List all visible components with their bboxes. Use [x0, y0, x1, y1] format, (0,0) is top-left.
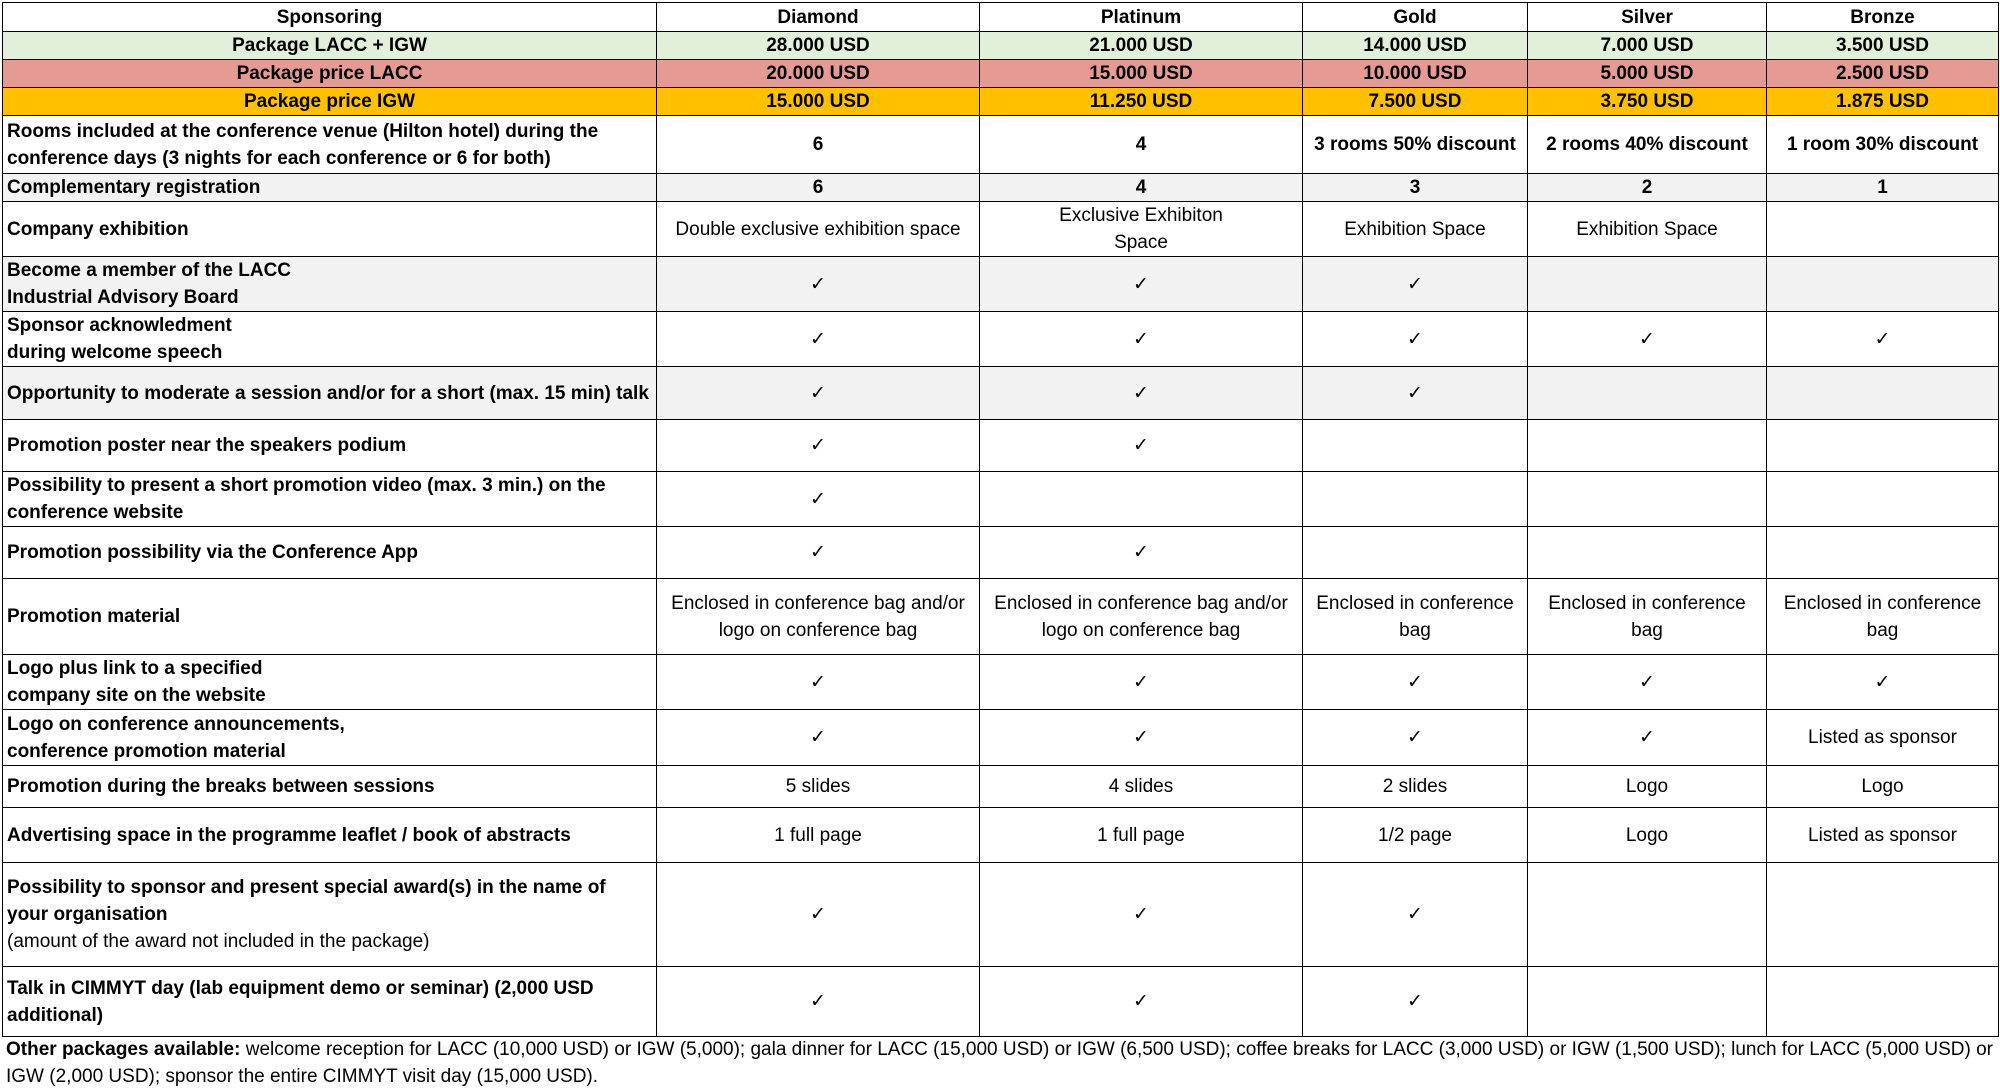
check-icon: ✓: [980, 420, 1303, 472]
benefit-value: [1767, 367, 1999, 420]
check-icon: ✓: [980, 257, 1303, 312]
check-icon: ✓: [1303, 367, 1528, 420]
benefit-value: Exhibition Space: [1303, 202, 1528, 257]
benefit-row-app: [3, 527, 1999, 579]
benefit-value: [1767, 472, 1999, 527]
benefit-label: Rooms included at the conference venue (Hilton hotel) during the conference days (3 nights for each conference or 6 for both): [3, 116, 657, 174]
benefit-row-moderate: [3, 367, 1999, 420]
benefit-label: Become a member of the LACC Industrial Advisory Board: [3, 257, 657, 312]
benefit-value: [1528, 257, 1767, 312]
benefit-value: [1528, 367, 1767, 420]
benefit-label: Possibility to sponsor and present special award(s) in the name of your organisation: [7, 877, 606, 925]
header-tier-silver: Silver: [1528, 3, 1767, 32]
benefit-row-promotion-material: [3, 579, 1999, 655]
check-icon: ✓: [657, 420, 980, 472]
benefit-value: [1528, 420, 1767, 472]
check-icon: ✓: [1528, 655, 1767, 710]
benefit-value: [1767, 257, 1999, 312]
check-icon: ✓: [1303, 710, 1528, 766]
benefit-value: 1/2 page: [1303, 808, 1528, 863]
benefit-label-note: (amount of the award not included in the package): [7, 931, 430, 952]
benefit-label: Promotion material: [3, 579, 657, 655]
benefit-label: Promotion poster near the speakers podium: [3, 420, 657, 472]
benefit-value: Logo: [1528, 808, 1767, 863]
price-cell: 11.250 USD: [980, 88, 1303, 116]
price-cell: 21.000 USD: [980, 32, 1303, 60]
benefit-row-logo-announcements: [3, 710, 1999, 766]
benefit-row-breaks: [3, 766, 1999, 808]
price-row-label: Package price LACC: [3, 60, 657, 88]
check-icon: ✓: [657, 863, 980, 967]
check-icon: ✓: [657, 655, 980, 710]
price-cell: 28.000 USD: [657, 32, 980, 60]
other-packages-note: [6, 1036, 1994, 1090]
benefit-row-poster: [3, 420, 1999, 472]
check-icon: ✓: [1303, 257, 1528, 312]
benefit-value: 2: [1528, 174, 1767, 202]
benefit-label: Promotion during the breaks between sessions: [3, 766, 657, 808]
check-icon: ✓: [1303, 312, 1528, 367]
benefit-label: Advertising space in the programme leaflet / book of abstracts: [3, 808, 657, 863]
benefit-value: 1 room 30% discount: [1767, 116, 1999, 174]
benefit-row-registration: [3, 174, 1999, 202]
check-icon: ✓: [1303, 967, 1528, 1037]
benefit-label: Talk in CIMMYT day (lab equipment demo or seminar) (2,000 USD additional): [3, 967, 657, 1037]
benefit-label: Company exhibition: [3, 202, 657, 257]
benefit-value: 1 full page: [980, 808, 1303, 863]
price-cell: 7.000 USD: [1528, 32, 1767, 60]
benefit-value: 2 rooms 40% discount: [1528, 116, 1767, 174]
benefit-row-video: [3, 472, 1999, 527]
header-tier-diamond: Diamond: [657, 3, 980, 32]
check-icon: ✓: [1303, 863, 1528, 967]
price-row-lacc: [3, 60, 1999, 88]
price-cell: 1.875 USD: [1767, 88, 1999, 116]
benefit-value: [1303, 472, 1528, 527]
benefit-value: [1303, 420, 1528, 472]
check-icon: ✓: [980, 710, 1303, 766]
benefit-row-rooms: [3, 116, 1999, 174]
price-cell: 5.000 USD: [1528, 60, 1767, 88]
benefit-row-acknowledgment: [3, 312, 1999, 367]
check-icon: ✓: [1767, 312, 1999, 367]
benefit-value: 4: [980, 174, 1303, 202]
price-cell: 2.500 USD: [1767, 60, 1999, 88]
benefit-label: Logo on conference announcements, conference promotion material: [3, 710, 657, 766]
benefit-row-cimmyt-talk: [3, 967, 1999, 1037]
price-row-label: Package LACC + IGW: [3, 32, 657, 60]
check-icon: ✓: [980, 312, 1303, 367]
sponsorship-table: [2, 2, 1999, 1037]
check-icon: ✓: [657, 472, 980, 527]
price-row-igw: [3, 88, 1999, 116]
benefit-value: [1528, 967, 1767, 1037]
benefit-value: 3: [1303, 174, 1528, 202]
benefit-value: 6: [657, 174, 980, 202]
benefit-label: Complementary registration: [3, 174, 657, 202]
check-icon: ✓: [657, 257, 980, 312]
benefit-value: 4 slides: [980, 766, 1303, 808]
check-icon: ✓: [980, 967, 1303, 1037]
check-icon: ✓: [657, 312, 980, 367]
benefit-value: [1528, 863, 1767, 967]
benefit-value: [1528, 527, 1767, 579]
header-tier-gold: Gold: [1303, 3, 1528, 32]
price-cell: 10.000 USD: [1303, 60, 1528, 88]
benefit-value: Enclosed in conference bag and/or logo on conference bag: [657, 579, 980, 655]
benefit-value: Logo: [1528, 766, 1767, 808]
benefit-value: Double exclusive exhibition space: [657, 202, 980, 257]
benefit-value: Exhibition Space: [1528, 202, 1767, 257]
benefit-label: Logo plus link to a specified company site on the website: [3, 655, 657, 710]
benefit-value: Listed as sponsor: [1767, 808, 1999, 863]
price-row-label: Package price IGW: [3, 88, 657, 116]
header-row: [3, 3, 1999, 32]
benefit-label: Opportunity to moderate a session and/or for a short (max. 15 min) talk: [3, 367, 657, 420]
benefit-value: 1 full page: [657, 808, 980, 863]
benefit-value: 4: [980, 116, 1303, 174]
benefit-label-cell: [3, 863, 657, 967]
benefit-value: 6: [657, 116, 980, 174]
benefit-value: 1: [1767, 174, 1999, 202]
benefit-value: Logo: [1767, 766, 1999, 808]
check-icon: ✓: [1767, 655, 1999, 710]
price-cell: 15.000 USD: [657, 88, 980, 116]
check-icon: ✓: [1528, 710, 1767, 766]
benefit-value: Enclosed in conference bag: [1528, 579, 1767, 655]
check-icon: ✓: [657, 710, 980, 766]
benefit-value: [1767, 527, 1999, 579]
benefit-value: [1303, 527, 1528, 579]
price-cell: 14.000 USD: [1303, 32, 1528, 60]
other-packages-text: welcome reception for LACC (10,000 USD) or IGW (5,000); gala dinner for LACC (15,000 USD) or IGW (6,500 USD); coffee breaks for LACC (3,000 USD) or IGW (1,500 USD); lunch for LACC (5,000 USD) or IGW (2,000 USD); sponsor the entire CIMMYT visit day (15,000 USD).: [6, 1039, 1993, 1087]
benefit-value: 2 slides: [1303, 766, 1528, 808]
check-icon: ✓: [980, 367, 1303, 420]
check-icon: ✓: [980, 863, 1303, 967]
benefit-value: 5 slides: [657, 766, 980, 808]
benefit-row-award: [3, 863, 1999, 967]
price-row-lacc-igw: [3, 32, 1999, 60]
benefit-value: [980, 472, 1303, 527]
price-cell: 15.000 USD: [980, 60, 1303, 88]
benefit-row-logo-link: [3, 655, 1999, 710]
benefit-value: [1767, 420, 1999, 472]
benefit-label: Sponsor acknowledment during welcome speech: [3, 312, 657, 367]
benefit-value: Exclusive Exhibiton Space: [980, 202, 1303, 257]
benefit-row-advertising: [3, 808, 1999, 863]
header-sponsoring: Sponsoring: [3, 3, 657, 32]
check-icon: ✓: [657, 527, 980, 579]
benefit-value: Enclosed in conference bag: [1767, 579, 1999, 655]
benefit-label: Promotion possibility via the Conference App: [3, 527, 657, 579]
price-cell: 3.750 USD: [1528, 88, 1767, 116]
header-tier-platinum: Platinum: [980, 3, 1303, 32]
check-icon: ✓: [657, 967, 980, 1037]
benefit-value: [1528, 472, 1767, 527]
benefit-value: [1767, 863, 1999, 967]
benefit-value: [1767, 967, 1999, 1037]
price-cell: 20.000 USD: [657, 60, 980, 88]
benefit-value: Enclosed in conference bag: [1303, 579, 1528, 655]
benefit-value: [1767, 202, 1999, 257]
price-cell: 7.500 USD: [1303, 88, 1528, 116]
check-icon: ✓: [657, 367, 980, 420]
benefit-value: 3 rooms 50% discount: [1303, 116, 1528, 174]
other-packages-heading: Other packages available:: [6, 1039, 241, 1060]
check-icon: ✓: [1303, 655, 1528, 710]
benefit-row-advisory-board: [3, 257, 1999, 312]
benefit-label: Possibility to present a short promotion video (max. 3 min.) on the conference website: [3, 472, 657, 527]
benefit-row-exhibition: [3, 202, 1999, 257]
check-icon: ✓: [980, 527, 1303, 579]
check-icon: ✓: [1528, 312, 1767, 367]
benefit-value: Listed as sponsor: [1767, 710, 1999, 766]
price-cell: 3.500 USD: [1767, 32, 1999, 60]
header-tier-bronze: Bronze: [1767, 3, 1999, 32]
benefit-value: Enclosed in conference bag and/or logo on conference bag: [980, 579, 1303, 655]
check-icon: ✓: [980, 655, 1303, 710]
